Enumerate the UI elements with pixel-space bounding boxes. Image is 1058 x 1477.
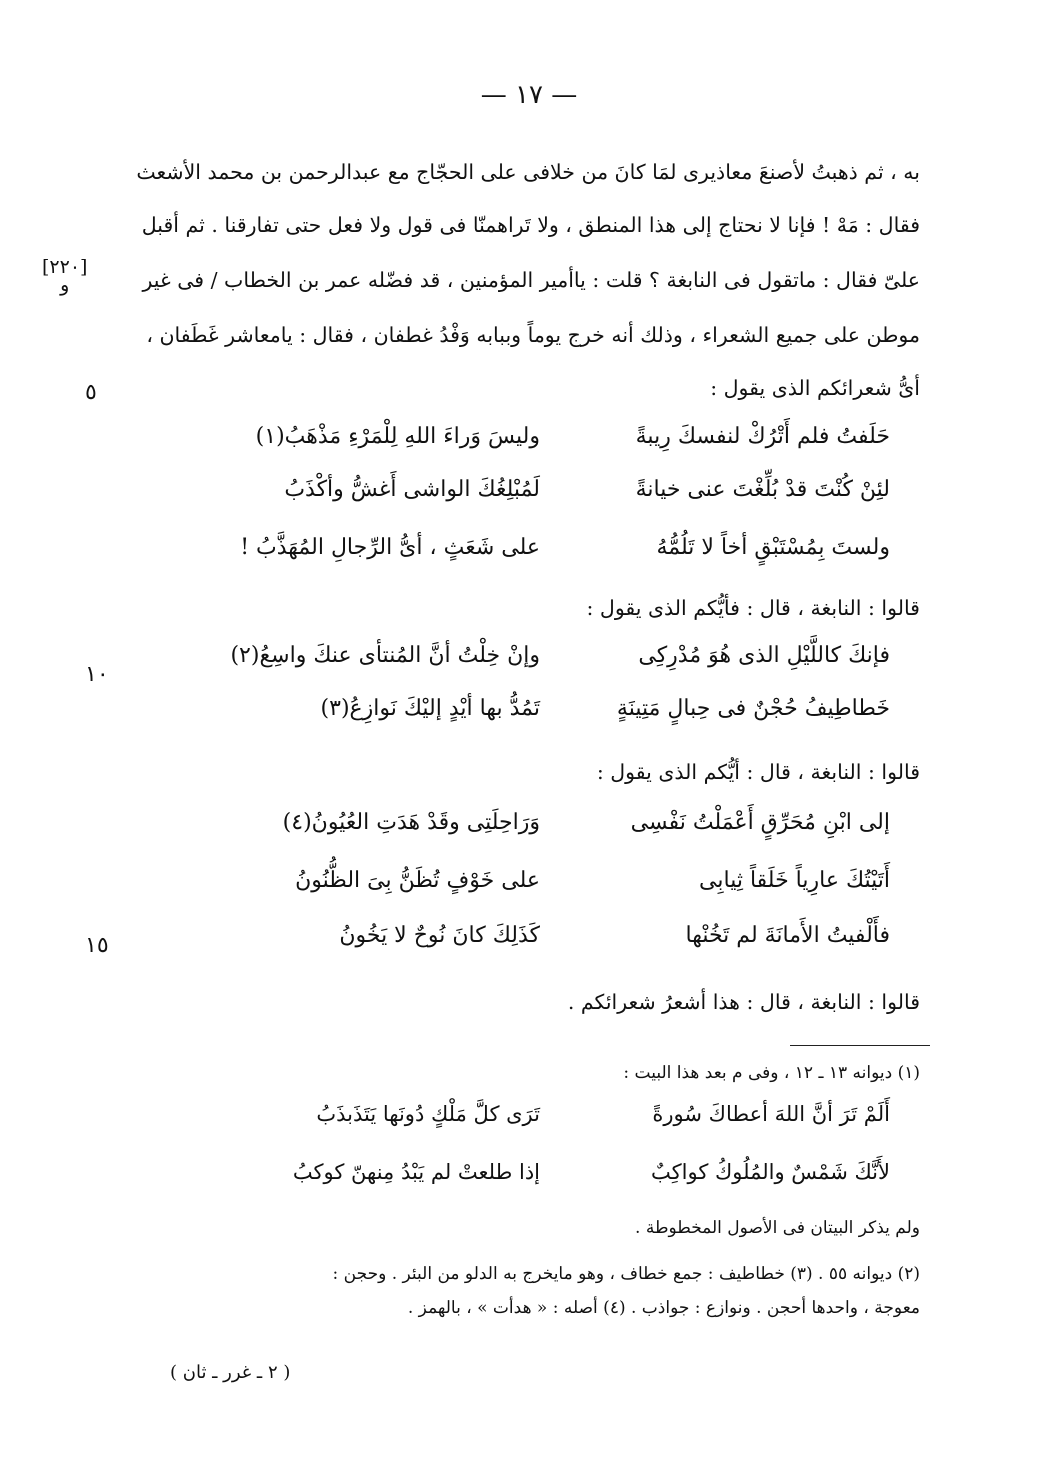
verse-hemistich-first: أَتَيْتُكَ عارِياً خَلَقاً ثِيابِى [699,868,890,893]
verse-hemistich-second: تَرَى كلَّ مَلْكٍ دُونَها يَتَذَبذَبُ [316,1102,540,1126]
prose-line: أىُّ شعرائكم الذى يقول : [710,376,920,400]
page-number: — ١٧ — [480,80,578,110]
prose-line: قالوا : النابغة ، قال : أيُّكم الذى يقول : [596,760,920,784]
verse-hemistich-first: أَلَمْ تَرَ أنَّ اللهَ أعطاكَ سُورةً [652,1102,890,1126]
margin-folio-side: و [60,274,70,296]
prose-line: قالوا : النابغة ، قال : فأيُّكم الذى يقول : [586,596,920,620]
verse-hemistich-first: خَطاطِيفُ حُجْنٌ فى حِبالٍ مَتِينَةٍ [616,696,890,721]
verse-hemistich-second: على خَوْفٍ تُظَنُّ بِىَ الظُّنُونُ [295,868,540,893]
footnote-verse-line [160,1102,920,1146]
verse-hemistich-first: فأَلْفيتُ الأَمانَةَ لم تَخُنْها [685,923,890,948]
verse-line [160,424,920,470]
verse-hemistich-second: وإنْ خِلْتُ أنَّ المُنتأى عنكَ واسِعُ(٢) [230,643,540,668]
line-number-10: ١٠ [85,662,109,687]
footnote-verse-line [160,1160,920,1204]
prose-line: علىّ فقال : ماتقول فى النابغة ؟ قلت : ياأمير المؤمنين ، قد فضّله عمر بن الخطاب / فى غير [142,268,920,292]
verse-line [160,477,920,523]
footnote-2-3: (٢) ديوانه ٥٥ . (٣) خطاطيف : جمع خطاف ، وهو مايخرج به الدلو من البئر . وحجن : [332,1264,920,1284]
verse-hemistich-second: إذا طلعتْ لم يَبْدُ مِنهنّ كوكبُ [292,1160,540,1184]
printer-signature: ( ٢ ـ غرر ـ ثان ) [170,1362,291,1383]
verse-hemistich-second: كَذَلِكَ كانَ نُوحٌ لا يَخُونُ [339,923,540,948]
prose-line: موطن على جميع الشعراء ، وذلك أنه خرج يوماً وببابه وَفْدُ غطفان ، فقال : يامعاشر غَطَفان ، [146,323,920,347]
verse-hemistich-second: تَمُدُّ بها أيْدٍ إليْكَ نَوازِعُ(٣) [320,696,540,721]
verse-hemistich-first: إلى ابْنِ مُحَرِّقٍ أَعْمَلْتُ نَفْسِى [630,810,890,835]
line-number-5: ٥ [85,380,97,405]
footnote-separator [790,1045,930,1046]
margin-folio-number: [٢٢٠] [42,256,88,278]
line-number-15: ١٥ [85,933,109,958]
footnote-1: (١) ديوانه ١٣ ـ ١٢ ، وفى م بعد هذا البيت : [623,1063,920,1083]
margin-folio-reference [42,256,87,296]
verse-hemistich-first: لأَنَّكَ شَمْسٌ والمُلُوكُ كواكِبٌ [651,1160,890,1184]
verse-line [160,868,920,914]
footnote-continuation: معوجة ، واحدها أحجن . ونوازع : جواذب . (٤) أصله : « هدأت » ، بالهمز . [407,1298,920,1318]
prose-line: قالوا : النابغة ، قال : هذا أشعرُ شعرائكم . [567,990,920,1014]
verse-line [160,923,920,969]
verse-hemistich-first: حَلَفتُ فلم أَتْرُكْ لنفسكَ رِيبةً [635,424,890,449]
verse-hemistich-first: ولستَ بِمُسْتَبْقٍ أخاً لا تَلُمُّهُ [656,535,890,560]
prose-line: فقال : مَهْ ! فإنا لا نحتاج إلى هذا المنطق ، ولا تَراهمنّا فى قول ولا فعل حتى تفارقنا . ثم أقبل [141,213,920,237]
verse-line [160,810,920,856]
verse-hemistich-first: فإنكَ كاللَّيْلِ الذى هُوَ مُدْرِكِى [638,643,890,668]
verse-hemistich-second: وليسَ وَراءَ اللهِ لِلْمَرْءِ مَذْهَبُ(١) [255,424,540,449]
verse-hemistich-second: وَرَاحِلَتِى وقَدْ هَدَتِ العُيُونُ(٤) [282,810,540,835]
verse-line [160,535,920,581]
verse-hemistich-second: لَمُبْلِغُكَ الواشى أَغشُّ وأكْذَبُ [284,477,540,502]
verse-line [160,696,920,742]
verse-hemistich-second: على شَعَثٍ ، أىُّ الرِّجالِ المُهَذَّبُ ! [240,535,540,560]
verse-line [160,643,920,689]
footnote-note: ولم يذكر البيتان فى الأصول المخطوطة . [635,1218,920,1238]
verse-hemistich-first: لئِنْ كُنْتَ قدْ بُلِّغْتَ عنى خيانةً [635,477,890,502]
prose-line: به ، ثم ذهبتُ لأصنعَ معاذيرى لمَا كانَ من خلافى على الحجّاج مع عبدالرحمن بن محمد الأشعث [136,160,920,184]
